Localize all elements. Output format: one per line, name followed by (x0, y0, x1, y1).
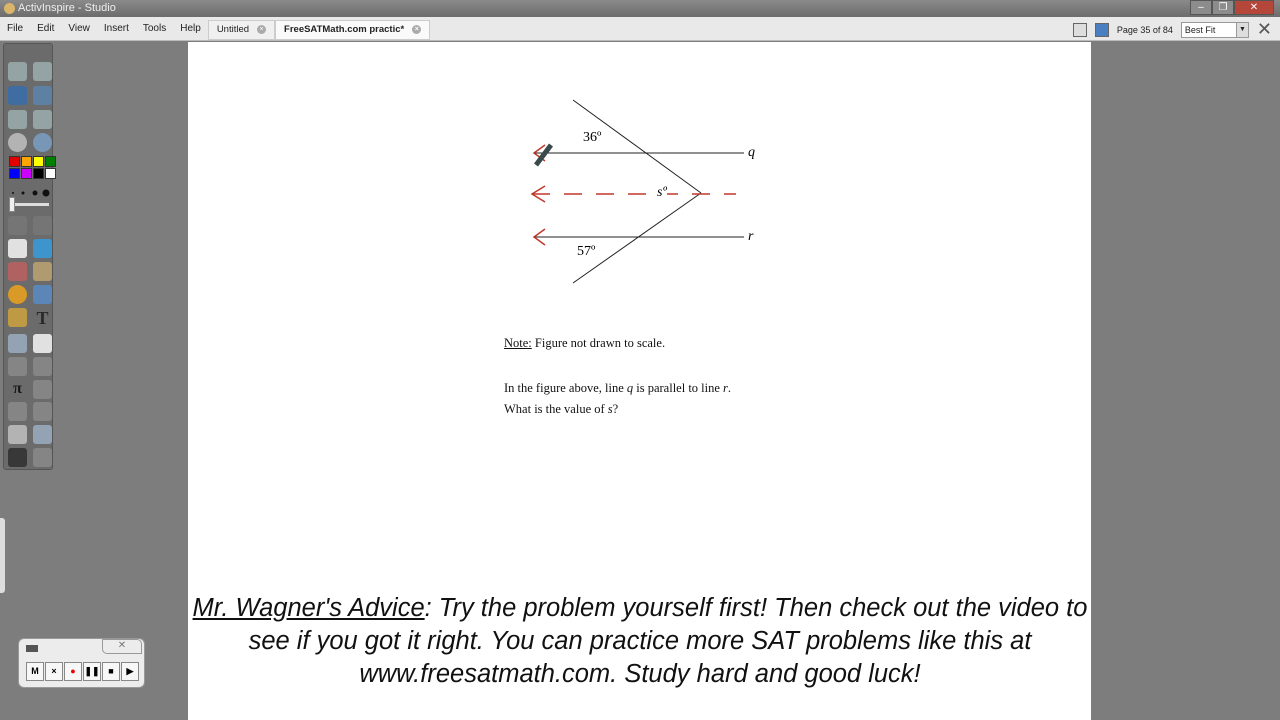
menu-tools[interactable]: Tools (142, 23, 167, 34)
fullscreen-icon[interactable]: ✕ (1256, 19, 1272, 39)
s-var: s (607, 402, 613, 416)
mute-button[interactable]: M (26, 662, 44, 681)
q-text: In the figure above, line (504, 381, 627, 395)
line-label-q: q (748, 145, 755, 160)
question-text (504, 378, 731, 420)
note-label: Note: (504, 336, 532, 350)
angle-label-s: sº (657, 185, 667, 200)
pi-icon[interactable]: π (13, 380, 22, 397)
pause-button[interactable]: ❚❚ (83, 662, 101, 681)
record-button[interactable]: ● (64, 662, 82, 681)
chevron-down-icon: ▼ (1236, 23, 1248, 37)
minimize-button[interactable]: – (1190, 0, 1212, 15)
advice-text: : Try the problem yourself first! Then check out the video to see if you got it right. You can practice more SAT problems like this at www.freesatmath.com. Study hard and good luck! (248, 594, 1088, 688)
menu-edit[interactable]: Edit (37, 23, 55, 34)
q-text: What is the value of (504, 402, 608, 416)
zoom-value: Best Fit (1184, 24, 1216, 35)
menu-view[interactable]: View (68, 23, 90, 34)
s-variable: s (657, 185, 663, 200)
recorder-close-button[interactable]: ✕ (102, 639, 142, 654)
note-text: Figure not drawn to scale. (531, 336, 666, 350)
transversal-bottom (573, 193, 701, 283)
q-text: ? (612, 402, 619, 416)
text-icon[interactable]: T (36, 308, 49, 328)
menu-file[interactable]: File (7, 23, 24, 34)
pen-cursor-icon (536, 145, 551, 165)
angle-label-36: 36º (583, 130, 602, 145)
menu-insert[interactable]: Insert (103, 23, 129, 34)
r-var: r (723, 381, 728, 395)
close-tab-icon[interactable]: × (412, 25, 421, 34)
maximize-button[interactable]: ❐ (1212, 0, 1234, 15)
q-text: is parallel to line (633, 381, 724, 395)
figure-note (504, 336, 665, 351)
play-button[interactable]: ▶ (121, 662, 139, 681)
transversal-top (573, 100, 701, 193)
tab-label: Untitled (216, 24, 250, 35)
angle-label-57: 57º (577, 244, 596, 259)
advice-author: Mr. Wagner's Advice (192, 594, 425, 622)
window-title: ActivInspire - Studio (18, 2, 116, 14)
q-text: . (727, 381, 732, 395)
recorder-panel (18, 638, 145, 688)
close-button[interactable]: ✕ (1234, 0, 1274, 15)
menu-help[interactable]: Help (180, 23, 201, 34)
stop-button[interactable]: ■ (102, 662, 120, 681)
close-tab-icon[interactable]: × (257, 25, 266, 34)
advice-caption (180, 592, 1100, 691)
camera-icon (26, 645, 38, 652)
cancel-recording-button[interactable]: × (45, 662, 63, 681)
page-indicator: Page 35 of 84 (1116, 24, 1173, 35)
q-var: q (626, 381, 634, 395)
line-label-r: r (748, 229, 754, 244)
tab-label: FreeSATMath.com practic* (284, 24, 405, 35)
